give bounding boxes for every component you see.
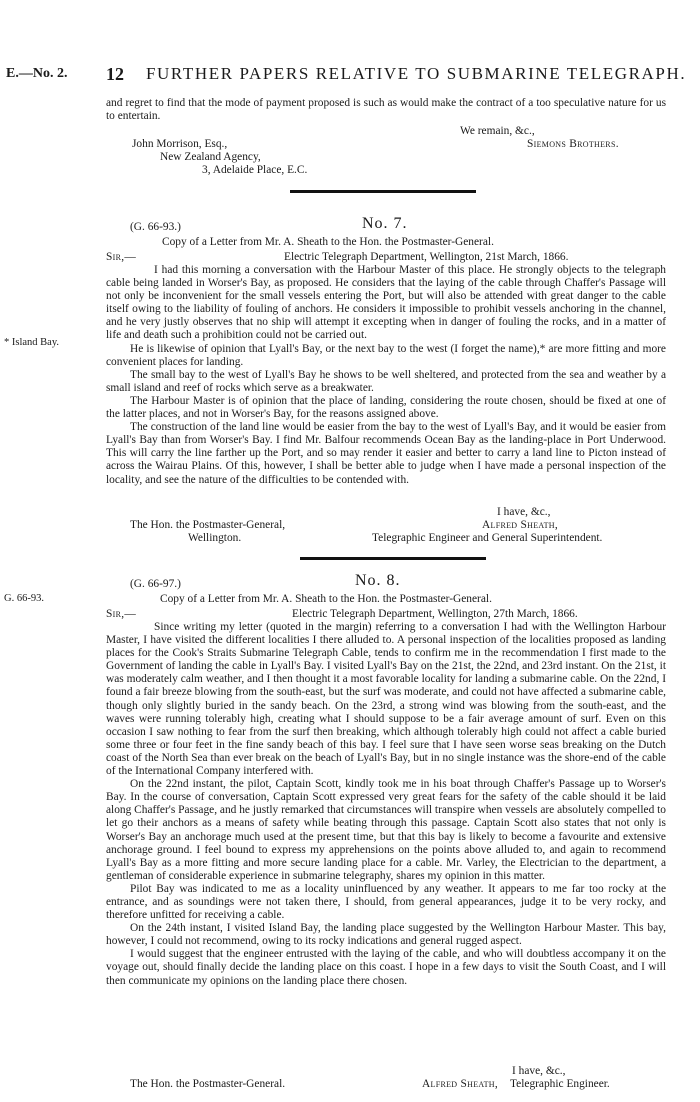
letter7-reference: (G. 66-93.) — [130, 221, 181, 233]
letter8-body — [106, 621, 666, 988]
letter8-signer-title: Telegraphic Engineer. — [510, 1078, 610, 1090]
letter7-paragraph: The Harbour Master is of opinion that the place of landing, considering the route chosen, should be fixed at one of the latter places, and not in Worser's Bay, for the reasons assigned above. — [106, 394, 666, 421]
letter8-reference: (G. 66-97.) — [130, 578, 181, 590]
letter7-signer-title: Telegraphic Engineer and General Superintendent. — [372, 532, 603, 544]
closing-paragraph: and regret to find that the mode of payment proposed is such as would make the contract of a too speculative nature for us to entertain. — [106, 97, 666, 123]
top-letter-signer: Siemons Brothers. — [527, 138, 619, 150]
letter8-dateline: Electric Telegraph Department, Wellington, 27th March, 1866. — [292, 608, 578, 620]
letter8-salutation: Sir,— — [106, 608, 137, 620]
letter8-signer: Alfred Sheath, — [422, 1078, 499, 1090]
letter8-paragraph: On the 24th instant, I visited Island Bay, the landing place suggested by the Wellington Harbour Master. This bay, however, I could not recommend, owing to its rocky indications and general rugged aspect. — [106, 922, 666, 948]
section-divider — [300, 557, 486, 560]
letter7-addressee: The Hon. the Postmaster-General, — [130, 519, 286, 531]
letter8-paragraph: I would suggest that the engineer entrusted with the laying of the cable, and who will doubtless accompany it on the voyage out, should finally decide the landing place on this coast. I hope in a few days to visit the South Coast, and I will then communicate my opinions on the landing place there chosen. — [106, 948, 666, 987]
letter7-paragraph: The construction of the land line would be easier from the bay to the west of Lyall's Bay, and it would be easier from Lyall's Bay than from Worser's Bay. I find Mr. Balfour recommends Ocean Bay as the landing-place in Port Underwood. This will carry the line farther up the Port, and so may render it easier and better to carry a land line to Picton instead of across the Wairau Plains. Of this, however, I shall be better able to judge when I have made a personal inspection of the locality, and see the nature of the difficulties to be contended with. — [106, 421, 666, 486]
addressee-address: 3, Adelaide Place, E.C. — [202, 164, 308, 176]
letter7-addressee-place: Wellington. — [188, 532, 242, 544]
letter7-heading: Copy of a Letter from Mr. A. Sheath to the Hon. the Postmaster-General. — [162, 236, 494, 248]
letter7-dateline: Electric Telegraph Department, Wellington, 21st March, 1866. — [284, 251, 569, 263]
letter8-margin-reference: G. 66-93. — [4, 593, 44, 604]
letter7-have: I have, &c., — [497, 506, 551, 518]
letter8-paragraph: Pilot Bay was indicated to me as a locality uninfluenced by any weather. It appears to me far too rocky at the entrance, and as soundings were not taken there, I should, from general appearances, judge it to be very rocky, and therefore unfitted for receiving a cable. — [106, 882, 666, 922]
island-bay-margin-note: * Island Bay. — [4, 337, 60, 348]
letter8-heading: Copy of a Letter from Mr. A. Sheath to the Hon. the Postmaster-General. — [160, 593, 492, 605]
letter7-paragraph: I had this morning a conversation with the Harbour Master of this place. He strongly objects to the telegraph cable being landed in Worser's Bay, as proposed. He considers that the laying of the cable through Chaffer's Passage will not only be inconvenient for the small vessels entering the Port, but will also be attended with great danger to the cable itself owing to the liability of fouling of anchors. He considers it impossible to prohibit vessels anchoring in the channel, and he very justly observes that no ship will attempt it excepting when in danger of fouling the rocks, and in a matter of life and death such a prohibition could not be carried out. — [106, 264, 666, 342]
letter7-salutation: Sir,— — [106, 251, 137, 263]
top-letter-closing — [106, 97, 666, 123]
section-divider — [290, 190, 476, 193]
letter7-number: No. 7. — [362, 215, 408, 232]
letter7-signer: Alfred Sheath, — [482, 519, 559, 531]
document-reference: E.—No. 2. — [6, 66, 68, 81]
letter8-paragraph: Since writing my letter (quoted in the margin) referring to a conversation I had with the Wellington Harbour Master, I have visited the different localities I there alluded to. A personal inspection of the localities proposed as landing places for the Cook's Straits Submarine Telegraph Cable, tends to confirm me in the recommendation I first made to the Government of landing the cable in Lyall's Bay. I visited Lyall's Bay on the 21st, the 22nd, and 23rd instant. On the 21st, it was moderately calm weather, and I then thought it a most favorable locality for landing a submarine cable. On the 22nd, I found a fair breeze blowing from the south-east, but the surf was moderate, and could not have affected a submarine cable, though only slightly buried in the sandy beach. On the 23rd, a strong wind was blowing from the south-east, and the waves were running tolerably high, creating what I should suppose to be a fair average amount of surf. Even on this occasion I saw nothing to fear from the surf then breaking, which although tolerably high could not affect a cable buried some three or four feet in the fine sandy beach of this bay. I feel sure that I have seen worse seas breaking on the Dutch coast of the North Sea than ever break on the beach of Lyall's Bay, but in no single instance was the shore-end of the cable of the International Company interfered with. — [106, 621, 666, 778]
addressee-name: John Morrison, Esq., — [132, 138, 228, 150]
letter7-paragraph: The small bay to the west of Lyall's Bay he shows to be well sheltered, and protected from the sea and weather by a small island and reef of rocks which serve as a breakwater. — [106, 368, 666, 394]
letter8-number: No. 8. — [355, 572, 401, 589]
letter8-paragraph: On the 22nd instant, the pilot, Captain Scott, kindly took me in his boat through Chaffer's Passage up to Worser's Bay. In the course of conversation, Captain Scott expressed very great fears for the safety of the cable should it be laid along Chaffer's Passage, and he justly remarked that circumstances will transpire when vessels are absolutely compelled to let go their anchors as a means of safety while beating through this passage. Captain Scott also states that not only is Worser's Bay an anchorage much used at the present time, but that this bay is likely to become a favourite and extensive anchorage ground. I feel bound to express my apprehensions on the points above alluded to, and again to recommend Lyall's Bay as a more fitting and more secure landing place for a cable. Mr. Varley, the Electrician to the department, a gentleman of considerable experience in submarine telegraphy, shares my opinion in this matter. — [106, 778, 666, 882]
page-number: 12 — [106, 64, 124, 84]
letter8-have: I have, &c., — [512, 1065, 566, 1077]
addressee-agency: New Zealand Agency, — [160, 151, 261, 163]
letter7-paragraph: He is likewise of opinion that Lyall's Bay, or the next bay to the west (I forget the name),* are more fitting and more convenient places for landing. — [106, 342, 666, 368]
remain-line: We remain, &c., — [460, 125, 535, 137]
letter8-addressee: The Hon. the Postmaster-General. — [130, 1078, 286, 1090]
page-title: FURTHER PAPERS RELATIVE TO SUBMARINE TELEGRAPH. — [146, 64, 687, 83]
letter7-body — [106, 264, 666, 487]
